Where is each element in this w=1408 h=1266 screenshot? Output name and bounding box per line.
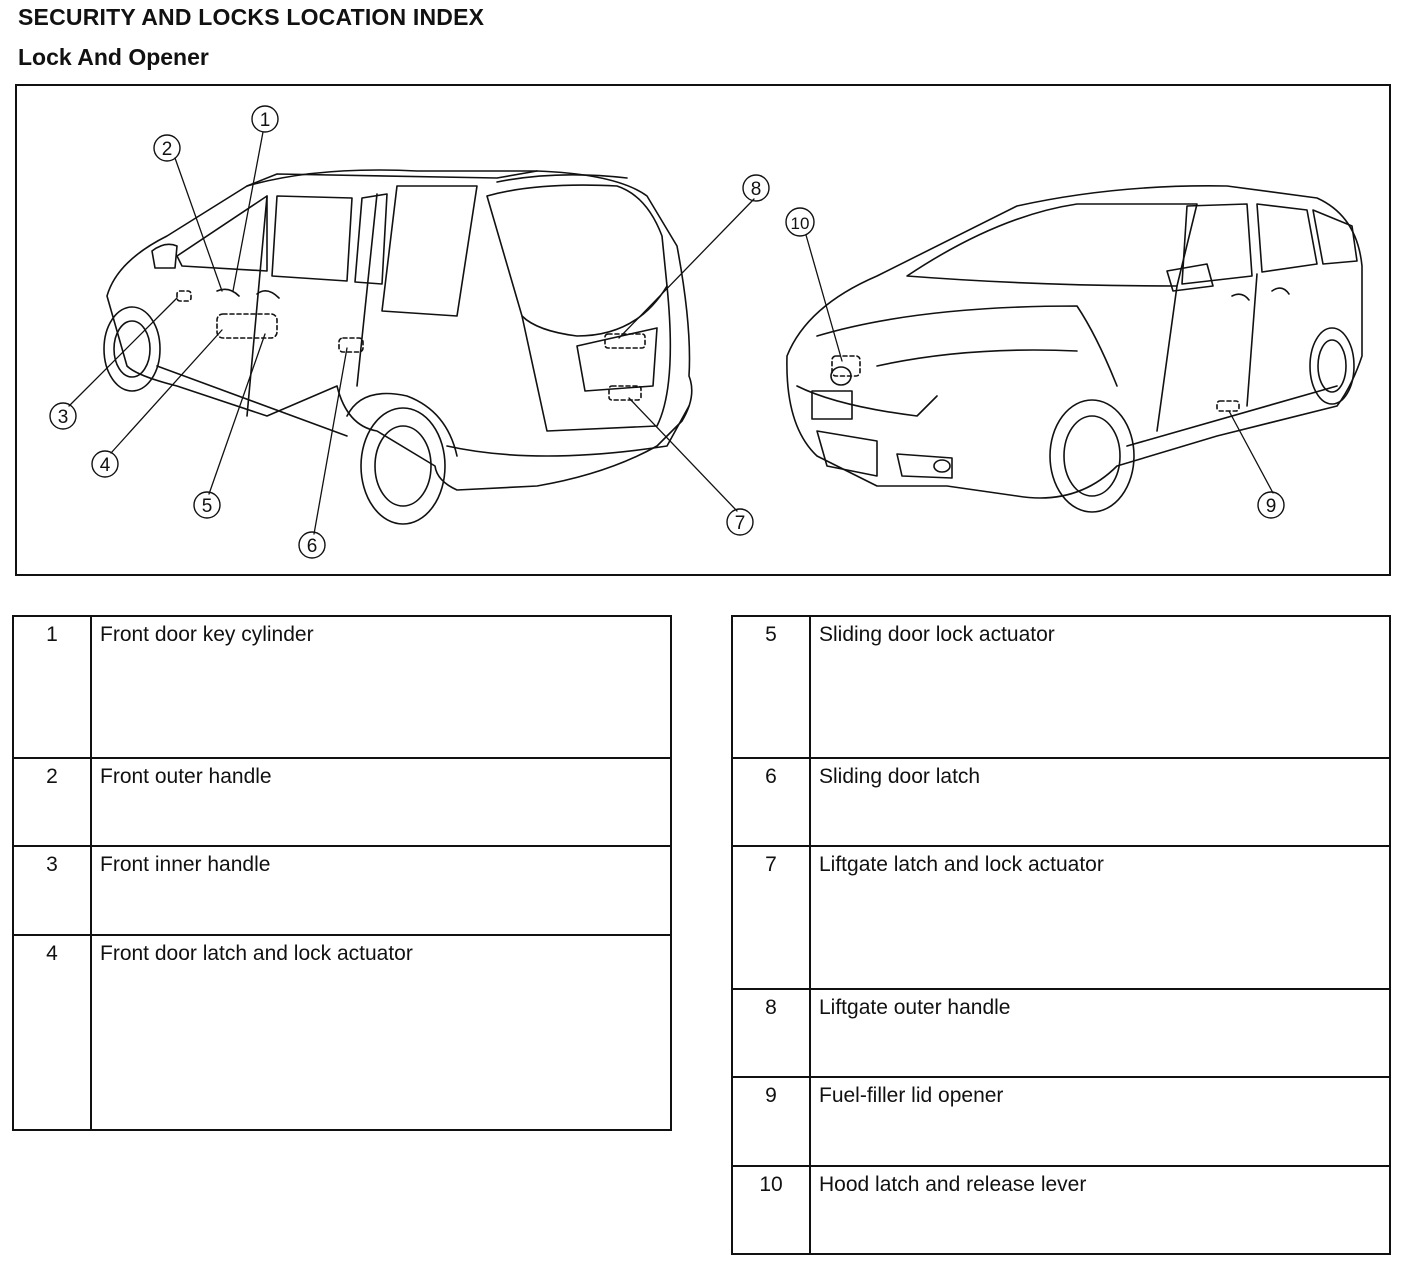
item-label: Front door key cylinder — [91, 616, 671, 758]
callout-number: 5 — [201, 496, 213, 517]
item-number: 3 — [13, 846, 91, 935]
table-row — [13, 935, 671, 1130]
callout-number: 8 — [750, 179, 762, 200]
page-title: SECURITY AND LOCKS LOCATION INDEX — [18, 4, 485, 30]
callout-number: 2 — [161, 139, 173, 160]
item-number: 8 — [732, 989, 810, 1077]
callout-6 — [299, 532, 325, 558]
item-number: 6 — [732, 758, 810, 846]
table-row — [732, 1077, 1390, 1166]
callout-10 — [786, 208, 814, 236]
rear-view-vehicle — [104, 170, 692, 524]
callout-3 — [50, 403, 76, 429]
table-row — [732, 846, 1390, 989]
item-label: Sliding door lock actuator — [810, 616, 1390, 758]
item-number: 9 — [732, 1077, 810, 1166]
item-number: 1 — [13, 616, 91, 758]
callout-7 — [727, 509, 753, 535]
table-row — [732, 1166, 1390, 1254]
item-number: 10 — [732, 1166, 810, 1254]
callout-4 — [92, 451, 118, 477]
callout-number: 4 — [99, 455, 111, 476]
callout-number: 7 — [734, 513, 746, 534]
item-label: Sliding door latch — [810, 758, 1390, 846]
item-label: Liftgate outer handle — [810, 989, 1390, 1077]
callout-9 — [1258, 492, 1284, 518]
callout-8 — [743, 175, 769, 201]
callout-number: 3 — [57, 407, 69, 428]
callout-5 — [194, 492, 220, 518]
callout-2 — [154, 135, 180, 161]
callout-number: 1 — [259, 110, 271, 131]
item-number: 4 — [13, 935, 91, 1130]
item-number: 2 — [13, 758, 91, 846]
item-label: Front door latch and lock actuator — [91, 935, 671, 1130]
vehicle-line-drawing — [17, 86, 1389, 574]
callout-number: 6 — [306, 536, 318, 557]
table-row — [732, 758, 1390, 846]
index-table-left — [12, 615, 672, 1131]
section-subtitle: Lock And Opener — [18, 44, 209, 70]
index-table-right — [731, 615, 1391, 1255]
item-label: Liftgate latch and lock actuator — [810, 846, 1390, 989]
callout-number: 9 — [1265, 496, 1277, 517]
front-view-vehicle — [787, 186, 1362, 512]
vehicle-illustration — [15, 84, 1391, 576]
table-row — [732, 616, 1390, 758]
item-number: 7 — [732, 846, 810, 989]
table-row — [13, 616, 671, 758]
item-label: Front inner handle — [91, 846, 671, 935]
callout-1 — [252, 106, 278, 132]
table-row — [732, 989, 1390, 1077]
item-number: 5 — [732, 616, 810, 758]
table-row — [13, 758, 671, 846]
table-row — [13, 846, 671, 935]
callout-number: 10 — [790, 214, 810, 233]
item-label: Hood latch and release lever — [810, 1166, 1390, 1254]
item-label: Front outer handle — [91, 758, 671, 846]
item-label: Fuel-filler lid opener — [810, 1077, 1390, 1166]
